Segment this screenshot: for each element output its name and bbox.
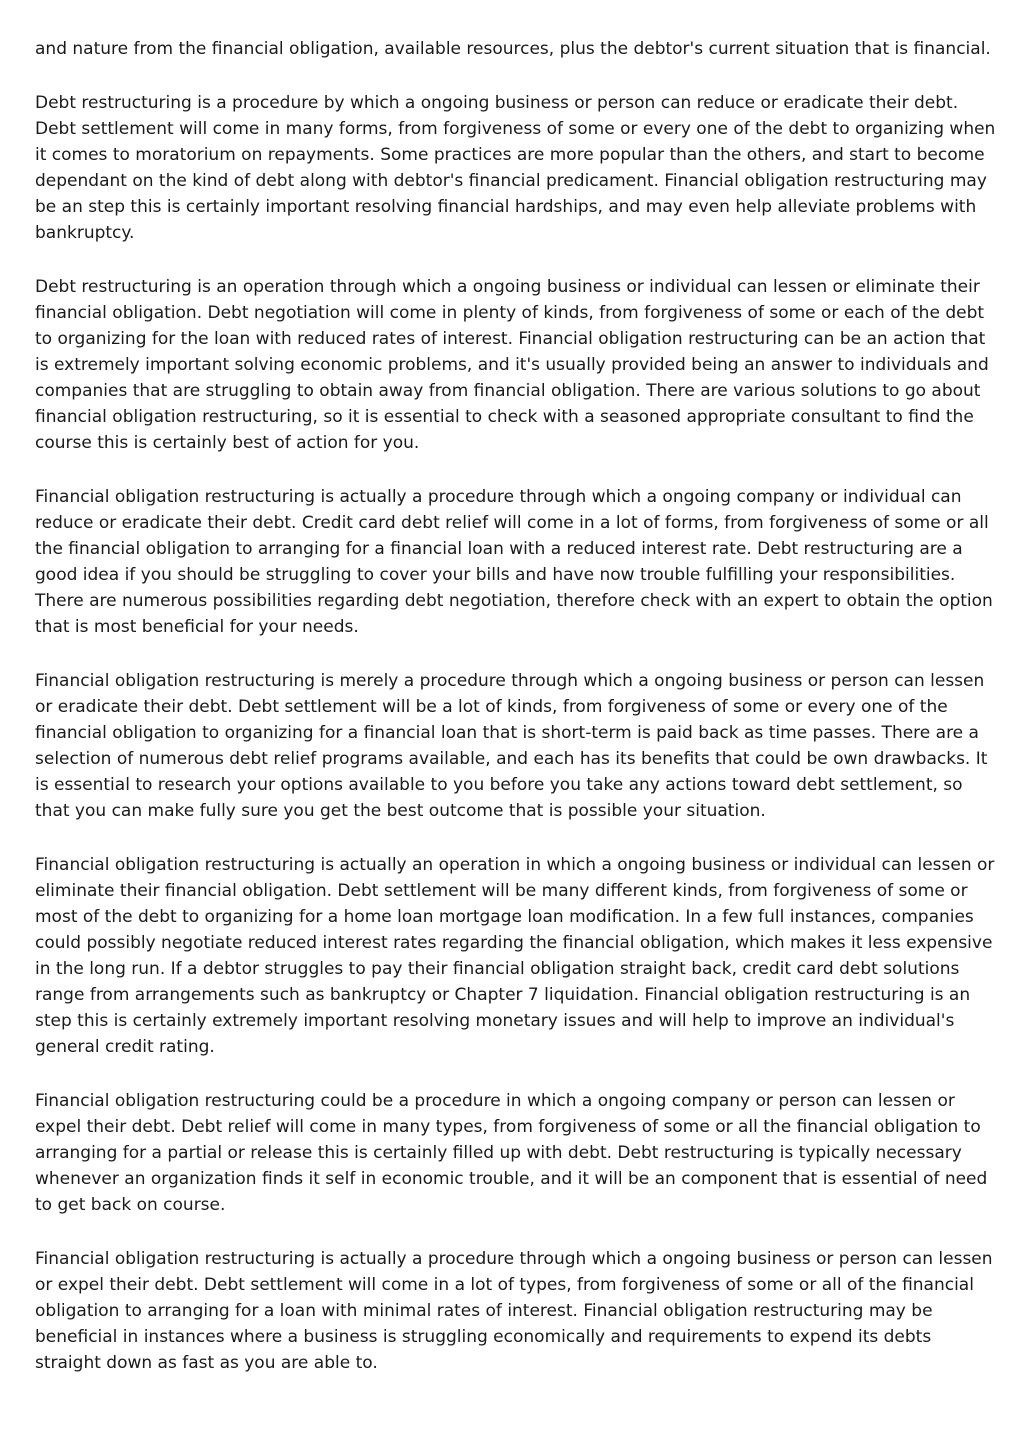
paragraph-7: Financial obligation restructuring could be a procedure in which a ongoing company or person can lessen or expel their debt. Debt relief will come in many types, from forgiveness of some or all the financial obligation to arranging for a partial or release this is certainly filled up with debt. Debt restructuring is typically necessary whenever an organization finds it self in economic trouble, and it will be an component that is essential of need to get back on course.	[35, 1091, 988, 1215]
paragraph-8: Financial obligation restructuring is actually a procedure through which a ongoing business or person can lessen or expel their debt. Debt settlement will come in a lot of types, from forgiveness of some or all of the financial obligation to arranging for a loan with minimal rates of interest. Financial obligation restructuring may be beneficial in instances where a business is struggling economically and requirements to expend its debts straight down as fast as you are able to.	[35, 1249, 993, 1373]
paragraph-3: Debt restructuring is an operation through which a ongoing business or individual can lessen or eliminate their financial obligation. Debt negotiation will come in plenty of kinds, from forgiveness of some or each of the debt to organizing for the loan with reduced rates of interest. Financial obligation restructuring can be an action that is extremely important solving economic problems, and it's usually provided being an answer to individuals and companies that are struggling to obtain away from financial obligation. There are various solutions to go about financial obligation restructuring, so it is essential to check with a seasoned appropriate consultant to find the course this is certainly best of action for you.	[35, 277, 989, 453]
paragraph-4: Financial obligation restructuring is actually a procedure through which a ongoing company or individual can reduce or eradicate their debt. Credit card debt relief will come in a lot of forms, from forgiveness of some or all the financial obligation to arranging for a financial loan with a reduced interest rate. Debt restructuring are a good idea if you should be struggling to cover your bills and have now trouble fulfilling your responsibilities. There are numerous possibilities regarding debt negotiation, therefore check with an expert to obtain the option that is most beneficial for your needs.	[35, 487, 993, 637]
paragraph-6: Financial obligation restructuring is actually an operation in which a ongoing business or individual can lessen or eliminate their financial obligation. Debt settlement will be many different kinds, from forgiveness of some or most of the debt to organizing for a home loan mortgage loan modification. In a few full instances, companies could possibly negotiate reduced interest rates regarding the financial obligation, which makes it less expensive in the long run. If a debtor struggles to pay their financial obligation straight back, credit card debt solutions range from arrangements such as bankruptcy or Chapter 7 liquidation. Financial obligation restructuring is an step this is certainly extremely important resolving monetary issues and will help to improve an individual's general credit rating.	[35, 855, 995, 1057]
document-body	[35, 36, 997, 1404]
paragraph-1: and nature from the financial obligation, available resources, plus the debtor's current situation that is financial.	[35, 39, 991, 59]
paragraph-2: Debt restructuring is a procedure by which a ongoing business or person can reduce or eradicate their debt. Debt settlement will come in many forms, from forgiveness of some or every one of the debt to organizing when it comes to moratorium on repayments. Some practices are more popular than the others, and start to become dependant on the kind of debt along with debtor's financial predicament. Financial obligation restructuring may be an step this is certainly important resolving financial hardships, and may even help alleviate problems with bankruptcy.	[35, 93, 996, 243]
paragraph-5: Financial obligation restructuring is merely a procedure through which a ongoing business or person can lessen or eradicate their debt. Debt settlement will be a lot of kinds, from forgiveness of some or every one of the financial obligation to organizing for a financial loan that is short-term is paid back as time passes. There are a selection of numerous debt relief programs available, and each has its benefits that could be own drawbacks. It is essential to research your options available to you before you take any actions toward debt settlement, so that you can make fully sure you get the best outcome that is possible your situation.	[35, 671, 988, 821]
